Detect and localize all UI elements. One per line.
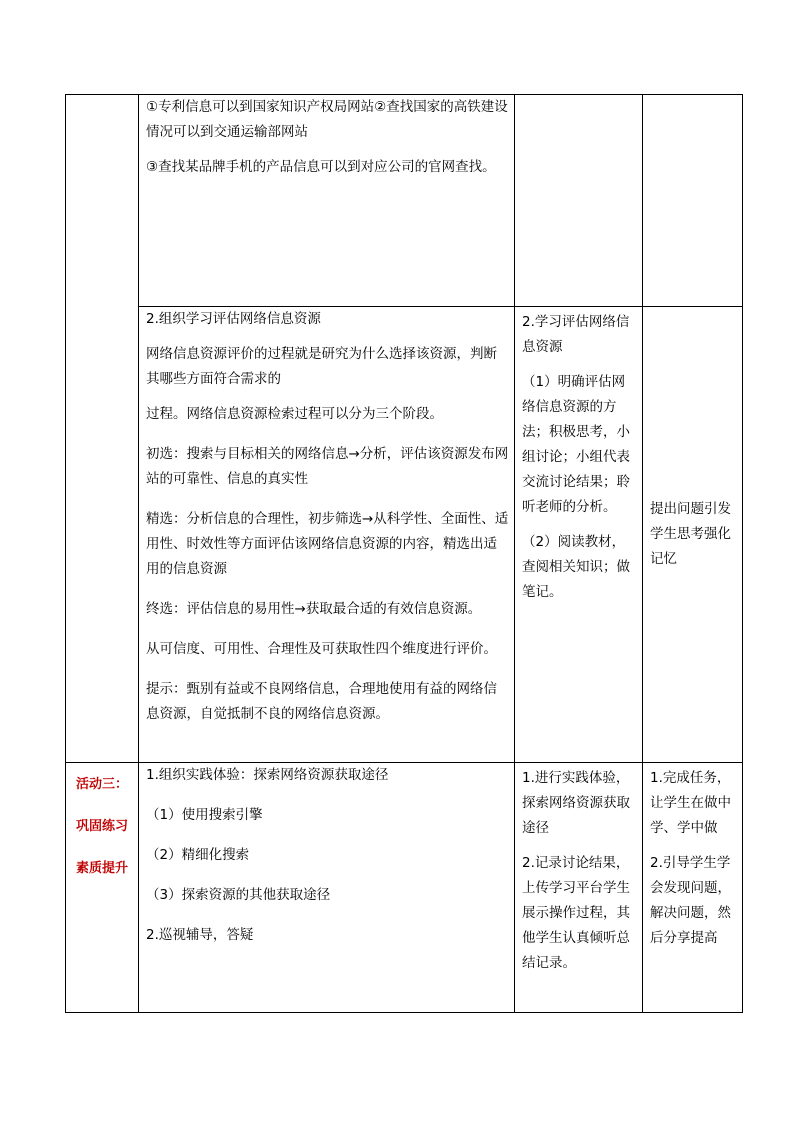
content-paragraph: ①专利信息可以到国家知识产权局网站②查找国家的高铁建设情况可以到交通运输部网站 (146, 99, 508, 140)
content-paragraph: 终选：评估信息的易用性→获取最合适的有效信息资源。 (146, 601, 482, 617)
content-paragraph: 1.完成任务，让学生在做中学、学中做 (650, 770, 731, 836)
table-row (66, 95, 743, 307)
design-intent-cell (643, 763, 743, 1013)
design-intent-text: 提出问题引发学生思考强化记忆 (650, 501, 731, 567)
student-activity-cell (515, 763, 643, 1013)
student-heading: 2.学习评估网络信息资源 (522, 314, 630, 355)
content-paragraph: （2）阅读教材，查阅相关知识；做笔记。 (522, 534, 630, 600)
student-activity-cell (515, 95, 643, 307)
content-paragraph: （1）明确评估网络信息资源的方法；积极思考，小组讨论；小组代表交流讨论结果；聆听老师的分析。 (522, 374, 630, 515)
content-paragraph: （1）使用搜索引擎 (146, 807, 263, 823)
activity-label-cell (66, 95, 139, 763)
activity-label-cell (66, 763, 139, 1013)
content-paragraph: 2.巡视辅导，答疑 (146, 927, 254, 943)
teacher-activity-cell (139, 95, 515, 307)
content-paragraph: ③查找某品牌手机的产品信息可以到对应公司的官网查找。 (146, 159, 496, 175)
activity-subtitle: 素质提升 (75, 861, 128, 876)
teacher-activity-cell (139, 763, 515, 1013)
content-paragraph: 2.引导学生学会发现问题，解决问题，然后分享提高 (650, 855, 731, 946)
content-paragraph: 初选：搜索与目标相关的网络信息→分析，评估该资源发布网站的可靠性、信息的真实性 (146, 446, 509, 487)
content-paragraph: 精选：分析信息的合理性，初步筛选→从科学性、全面性、适用性、时效性等方面评估该网络信息资源的内容，精选出适用的信息资源 (146, 511, 509, 577)
content-paragraph: 过程。网络信息资源检索过程可以分为三个阶段。 (146, 406, 443, 422)
content-paragraph: 网络信息资源评价的过程就是研究为什么选择该资源，判断其哪些方面符合需求的 (146, 346, 497, 387)
design-intent-cell (643, 307, 743, 763)
activity-title: 活动三： (75, 777, 128, 792)
teacher-activity-cell (139, 307, 515, 763)
table-row (66, 307, 743, 763)
design-intent-cell (643, 95, 743, 307)
content-paragraph: 1.进行实践体验，探索网络资源获取途径 (522, 770, 630, 836)
activity-subtitle: 巩固练习 (75, 819, 128, 834)
content-paragraph: （3）探索资源的其他获取途径 (146, 887, 331, 903)
content-paragraph: 从可信度、可用性、合理性及可获取性四个维度进行评价。 (146, 641, 497, 657)
content-paragraph: （2）精细化搜索 (146, 847, 250, 863)
content-paragraph: 2.记录讨论结果，上传学习平台学生展示操作过程，其他学生认真倾听总结记录。 (522, 855, 630, 971)
lesson-plan-table (65, 94, 743, 1013)
content-paragraph: 提示：甄别有益或不良网络信息，合理地使用有益的网络信息资源，自觉抵制不良的网络信息资源。 (146, 681, 497, 722)
student-activity-cell (515, 307, 643, 763)
table-row (66, 763, 743, 1013)
teacher-heading: 2.组织学习评估网络信息资源 (146, 311, 321, 327)
teacher-heading: 1.组织实践体验：探索网络资源获取途径 (146, 767, 389, 783)
